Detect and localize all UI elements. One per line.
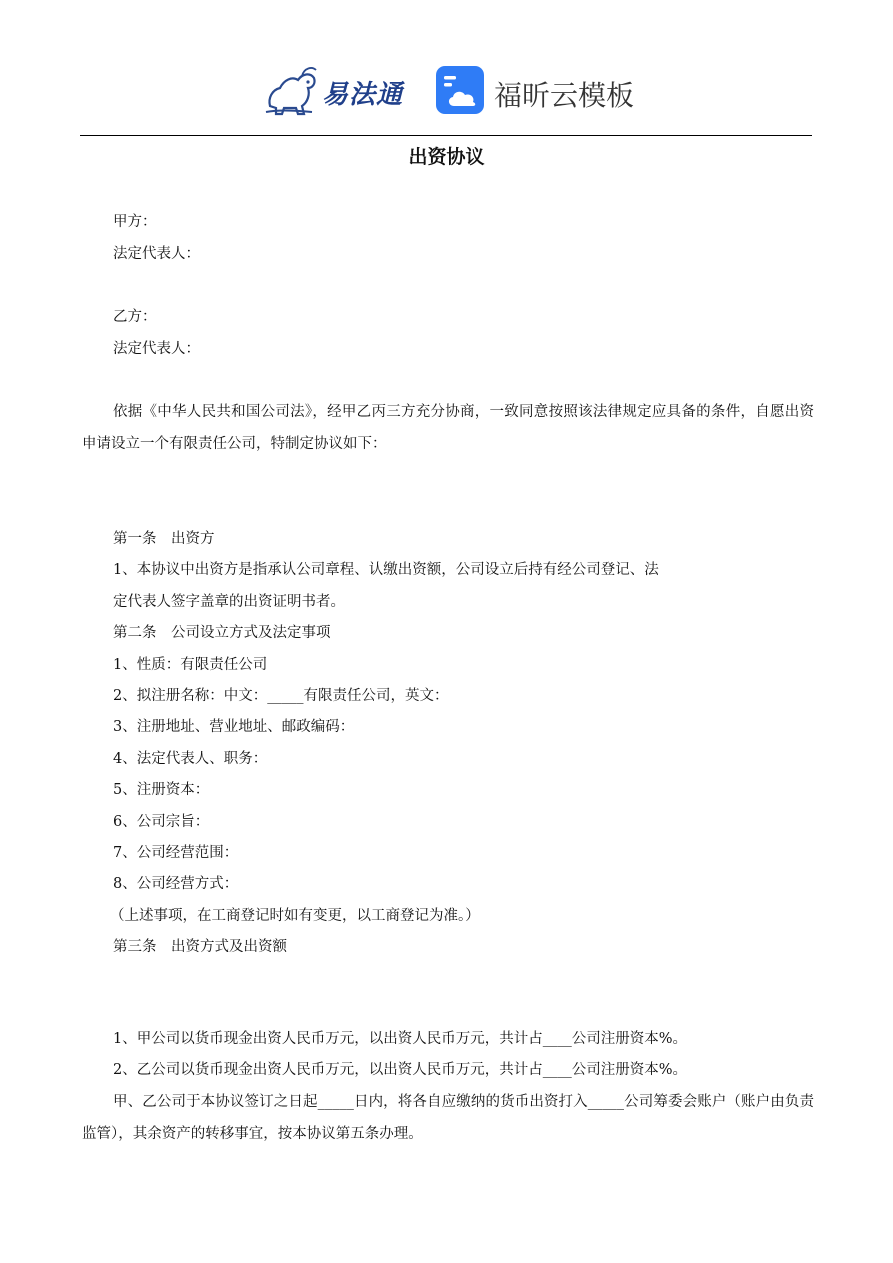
party-b-representative-label: 法定代表人： — [113, 341, 200, 357]
article-1-heading: 第一条 出资方 — [113, 531, 215, 547]
header-logos — [0, 62, 893, 122]
cloud-document-icon — [436, 66, 484, 114]
article-2-item: 5、注册资本： — [113, 782, 210, 798]
fuxin-logo — [436, 66, 636, 118]
party-b-label: 乙方： — [113, 309, 157, 325]
qilin-icon — [262, 62, 322, 118]
article-2-heading: 第二条 公司设立方式及法定事项 — [113, 625, 331, 641]
yifatong-logo — [262, 62, 414, 118]
article-3-item-2: 2、乙公司以货币现金出资人民币万元，以出资人民币万元，共计占____公司注册资本%。 — [113, 1062, 687, 1078]
article-1-line-2: 定代表人签字盖章的出资证明书者。 — [113, 594, 345, 610]
article-2-item: 8、公司经营方式： — [113, 876, 239, 892]
article-2-note: （上述事项，在工商登记时如有变更，以工商登记为准。） — [110, 908, 480, 924]
article-3-heading: 第三条 出资方式及出资额 — [113, 939, 287, 955]
fuxin-wordmark: 福昕云模板 — [494, 79, 635, 112]
yifatong-wordmark: 易法通 — [322, 80, 404, 110]
article-2-item: 2、拟注册名称：中文：_____有限责任公司，英文： — [113, 688, 449, 704]
article-3-paragraph: 甲、乙公司于本协议签订之日起_____日内，将各自应缴纳的货币出资打入_____公司筹委会账户（账户由负责监管），其余资产的转移事宜，按本协议第五条办理。 — [82, 1094, 814, 1142]
document-title: 出资协议 — [408, 146, 485, 168]
article-3-item-1: 1、甲公司以货币现金出资人民币万元，以出资人民币万元，共计占____公司注册资本%。 — [113, 1031, 687, 1047]
party-a-label: 甲方： — [113, 214, 157, 230]
article-2-item: 7、公司经营范围： — [113, 845, 239, 861]
intro-paragraph: 依据《中华人民共和国公司法》，经甲乙丙三方充分协商，一致同意按照该法律规定应具备的条件，自愿出资申请设立一个有限责任公司，特制定协议如下： — [82, 404, 814, 452]
article-2-item: 4、法定代表人、职务： — [113, 751, 268, 767]
article-2-item: 3、注册地址、营业地址、邮政编码： — [113, 719, 355, 735]
party-a-representative-label: 法定代表人： — [113, 246, 200, 262]
article-1-line-1: 1、本协议中出资方是指承认公司章程、认缴出资额，公司设立后持有经公司登记、法 — [113, 562, 659, 578]
article-2-item: 6、公司宗旨： — [113, 814, 210, 830]
article-2-item: 1、性质：有限责任公司 — [113, 657, 268, 673]
header-divider — [80, 135, 812, 136]
